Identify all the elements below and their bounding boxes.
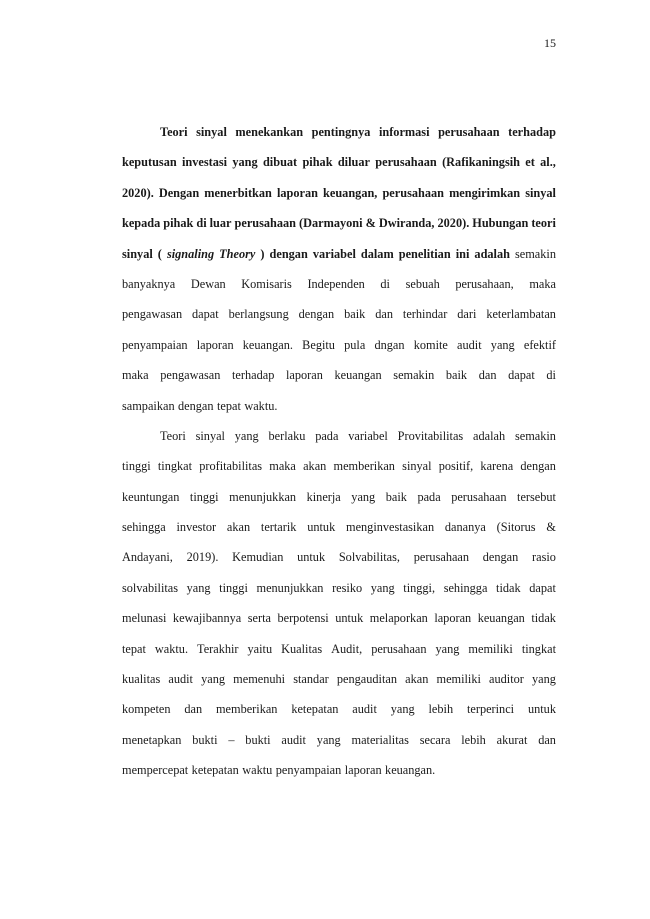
word: ketepatan [191,763,239,778]
word: yang [490,337,515,352]
word: waktu. [244,398,278,413]
word: dengan [520,459,556,474]
paragraph-2-line [122,515,556,545]
word: yang [351,489,376,504]
word: ( [157,246,162,261]
word: berlaku [268,428,306,443]
word: tidak [531,611,556,626]
word: yaitu [247,641,273,656]
word: Solvabilitas, [338,550,400,565]
word: menunjukkan [229,489,297,504]
word: semakin [515,246,556,261]
word: Dengan [158,185,200,200]
word: memberikan [215,702,278,717]
word: variabel [312,246,356,261]
word: Audit, [331,641,363,656]
word: kualitas [122,672,161,687]
word: sehingga [122,520,166,535]
word: adalah [474,246,510,261]
word: perusahaan [375,155,437,170]
word: untuk [297,550,326,565]
word: untuk [307,520,336,535]
word: di [196,216,207,231]
word: terhadap [232,368,275,383]
word: untuk [335,611,364,626]
paragraph-1-line [122,150,556,180]
word: tingkat [521,641,556,656]
word: semakin [393,368,435,383]
word: Teori [160,428,186,443]
paragraph-2-line [122,758,556,788]
word: terperinci [466,702,515,717]
word: audit [457,337,482,352]
word: pada [417,489,441,504]
word: perusahaan [234,216,297,231]
word: yang [234,428,259,443]
word: sinyal [195,428,225,443]
word: keuangan [477,611,525,626]
word: dengan [482,550,519,565]
paragraph-2-line [122,576,556,606]
word: investor [176,520,217,535]
word: maka [529,276,556,291]
word: pihak [163,216,194,231]
word: sinyal [402,459,432,474]
word: bukti [245,732,271,747]
word: semakin [514,428,556,443]
word: penyampaian [122,337,188,352]
paragraph-1-line [122,242,556,272]
word: akan [405,672,429,687]
word: keuangan [334,368,382,383]
paragraph-2-line [122,667,556,697]
word: penyampaian [275,763,342,778]
word: pula [344,337,366,352]
word: pada [315,428,339,443]
word: dan [538,732,556,747]
word: dapat [192,307,219,322]
word: karena [480,459,514,474]
word: berpotensi [277,611,329,626]
word: – [228,732,235,747]
word: perusahaan, [455,276,514,291]
word: Hubungan [472,216,529,231]
word: Komisaris [241,276,292,291]
word: keuntungan [122,489,180,504]
word: bukti [192,732,218,747]
word: Independen [307,276,365,291]
word: dari [457,307,477,322]
word: Theory [219,246,256,261]
word: menetapkan [122,732,182,747]
word: yang [532,672,556,687]
word: efektif [523,337,556,352]
word: perusahaan [413,550,470,565]
word: berlangsung [228,307,289,322]
word: dibuat [262,155,298,170]
word: (Rafikaningsih [442,155,520,170]
word: memiliki [436,672,481,687]
word: tepat [216,398,241,413]
word: untuk [527,702,556,717]
word: solvabilitas [122,580,179,595]
word: keputusan [122,155,177,170]
word: tinggi [122,459,151,474]
word: materialitas [351,732,409,747]
word: akurat [496,732,528,747]
word: tersebut [517,489,556,504]
word: kinerja [306,489,341,504]
paragraph-2-line [122,454,556,484]
word: keterlambatan [486,307,556,322]
paragraph-1-line [122,120,556,150]
word: audit [281,732,306,747]
paragraph-1-line [122,181,556,211]
body-text [122,120,556,789]
word: 2019). [186,550,219,565]
word: dan [478,368,497,383]
word: pengawasan [160,368,221,383]
word: diluar [337,155,370,170]
word: memenuhi [233,672,286,687]
paragraph-2-line [122,485,556,515]
word: maka [269,459,296,474]
paragraph-2-line [122,728,556,758]
paragraph-2-line [122,637,556,667]
paragraph-1-line [122,211,556,241]
word: dengan [178,398,214,413]
paragraph-2-line [122,424,556,454]
word: positif, [438,459,474,474]
word: secara [419,732,451,747]
word: ini [455,246,470,261]
word: yang [186,580,211,595]
word: baik [385,489,407,504]
paragraph-2-line [122,606,556,636]
word: ) [260,246,265,261]
word: profitabilitas [199,459,263,474]
paragraph-1-line [122,272,556,302]
word: sampaikan [122,398,175,413]
word: teori [531,216,556,231]
word: variabel [348,428,388,443]
word: resiko [332,580,363,595]
word: serta [247,611,271,626]
paragraph-1-line [122,333,556,363]
word: Kualitas [281,641,323,656]
word: audit [352,702,377,717]
word: laporan [344,763,382,778]
word: terhadap [508,125,556,139]
word: sebuah [405,276,440,291]
word: memiliki [468,641,513,656]
word: terhindar [402,307,448,322]
word: kewajibannya [172,611,242,626]
word: penelitian [398,246,451,261]
word: yang [316,732,341,747]
word: komite [413,337,448,352]
word: 2020). [437,216,470,231]
word: dapat [508,368,535,383]
word: menginvestasikan [346,520,435,535]
word: dengan [269,246,308,261]
word: (Darmayoni [299,216,363,231]
word: al., [540,155,556,170]
word: pentingnya [311,125,371,139]
word: 2020). [122,185,154,200]
word: yang [370,580,395,595]
word: keuangan. [385,763,436,778]
word: waktu [242,763,273,778]
word: perusahaan [382,185,444,200]
word: akan [303,459,327,474]
word: et [525,155,535,170]
word: ketepatan [291,702,339,717]
page-number: 15 [544,36,556,50]
word: perusahaan [438,125,500,139]
word: mengirimkan [449,185,521,200]
word: sehingga [443,580,488,595]
word: (Sitorus [496,520,536,535]
word: Kemudian [232,550,284,565]
word: lebih [461,732,486,747]
word: lebih [428,702,454,717]
word: baik [344,307,366,322]
word: laporan [434,611,472,626]
word: pengauditan [336,672,397,687]
word: dengan [298,307,335,322]
word: dngan [374,337,405,352]
word: Andayani, [122,550,173,565]
word: Provitabilitas [397,428,464,443]
word: menunjukkan [256,580,324,595]
word: baik [445,368,468,383]
word: sinyal [525,185,556,200]
word: kompeten [122,702,171,717]
word: tinggi, [403,580,436,595]
word: yang [390,702,415,717]
word: & [546,520,556,535]
word: dan [184,702,203,717]
word: Teori [160,125,188,139]
word: yang [201,672,226,687]
word: laporan [286,368,323,383]
paragraph-2-line [122,545,556,575]
word: perusahaan [451,489,507,504]
word: Begitu [302,337,335,352]
word: maka [122,368,149,383]
word: investasi [181,155,228,170]
word: waktu. [154,641,189,656]
word: yang [232,155,258,170]
word: tepat [122,641,146,656]
paragraph-1-line [122,363,556,393]
word: pihak [302,155,333,170]
paragraph-2 [122,424,556,789]
word: di [380,276,390,291]
word: yang [435,641,460,656]
word: luar [209,216,232,231]
word: Terakhir [197,641,239,656]
word: audit [168,672,193,687]
word: signaling [166,246,215,261]
word: dalam [360,246,394,261]
word: tidak [496,580,521,595]
word: dapat [529,580,556,595]
word: tinggi [189,489,219,504]
word: keuangan. [242,337,293,352]
paragraph-1 [122,120,556,424]
word: melunasi [122,611,167,626]
word: rasio [532,550,556,565]
word: di [546,368,556,383]
word: tinggi [219,580,248,595]
word: menerbitkan [204,185,272,200]
word: auditor [489,672,524,687]
word: & [365,216,376,231]
word: dan [375,307,393,322]
word: sinyal [122,246,153,261]
word: melaporkan [369,611,428,626]
word: menekankan [235,125,304,139]
word: tingkat [157,459,193,474]
word: informasi [378,125,430,139]
word: mempercepat [122,763,189,778]
word: standar [293,672,329,687]
word: pengawasan [122,307,183,322]
word: banyaknya [122,276,176,291]
paragraph-2-line [122,697,556,727]
word: adalah [473,428,506,443]
word: Dwiranda, [378,216,435,231]
paragraph-1-line [122,302,556,332]
word: laporan [196,337,234,352]
word: Dewan [190,276,226,291]
word: laporan [276,185,318,200]
word: sinyal [196,125,227,139]
word: akan [226,520,251,535]
word: dananya [444,520,486,535]
paragraph-1-line [122,394,556,424]
word: kepada [122,216,161,231]
word: keuangan, [323,185,378,200]
word: memberikan [333,459,395,474]
word: perusahaan [371,641,427,656]
word: tertarik [260,520,297,535]
